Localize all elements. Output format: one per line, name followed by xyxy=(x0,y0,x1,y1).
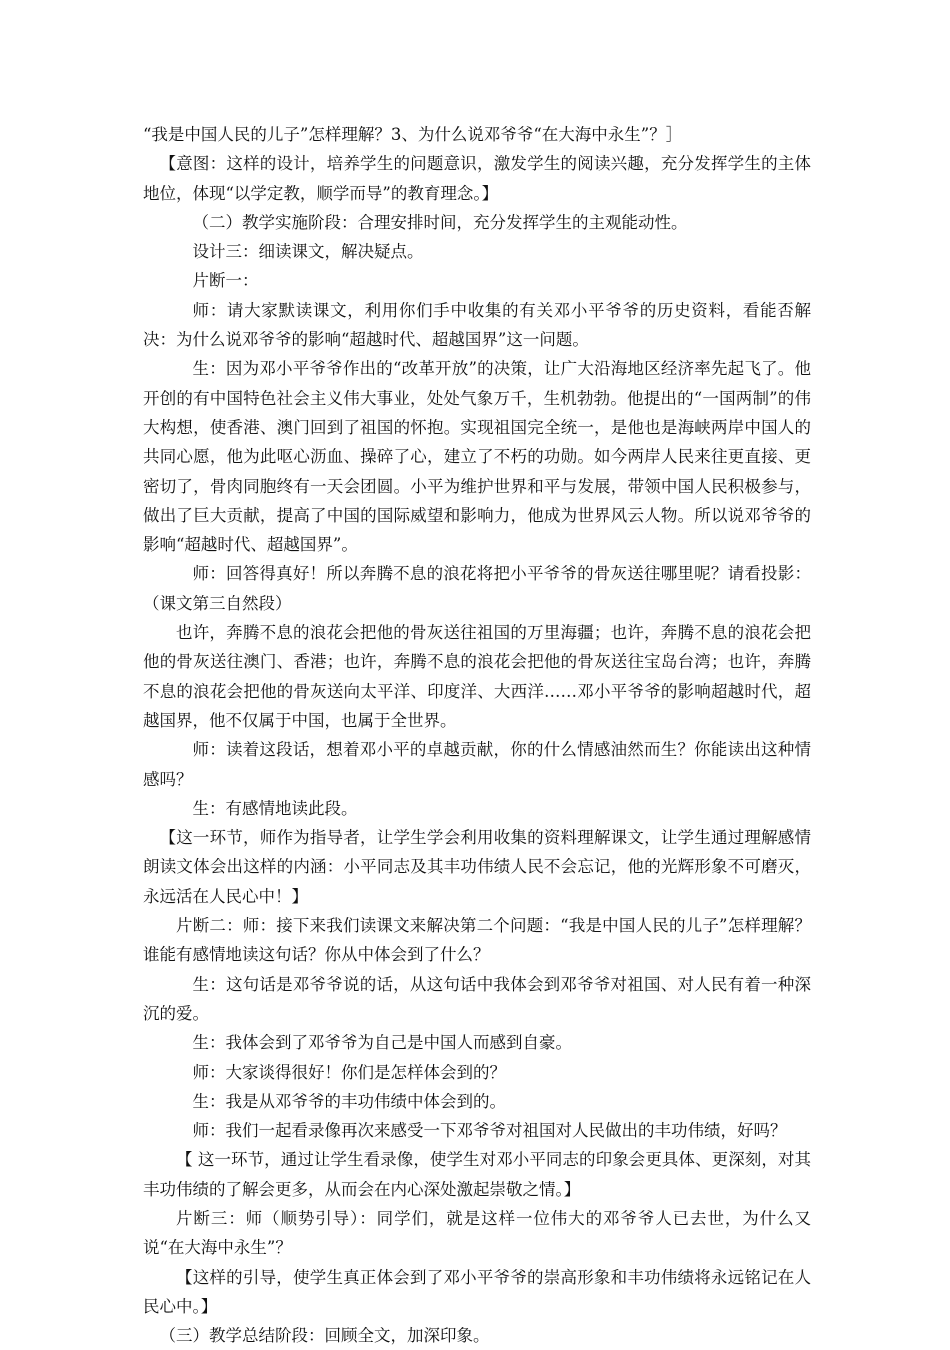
paragraph-segment-two: 片断二：师：接下来我们读课文来解决第二个问题：“我是中国人民的儿子”怎样理解？谁能有感情地读这句话？你从中体会到了什么？ xyxy=(143,916,811,965)
document-body xyxy=(143,120,811,1350)
paragraph-teacher-video: 师：我们一起看录像再次来感受一下邓爷爷对祖国对人民做出的丰功伟绩，好吗？ xyxy=(192,1121,787,1141)
paragraph-student-reading: 生：有感情地读此段。 xyxy=(192,798,358,818)
paragraph-teacher-projection: 师：回答得真好！所以奔腾不息的浪花将把小平爷爷的骨灰送往哪里呢？请看投影：（课文第三自然段） xyxy=(143,564,811,613)
paragraph-question-continuation: “我是中国人民的儿子”怎样理解？3、为什么说邓爷爷“在大海中永生”？］ xyxy=(143,125,683,144)
paragraph-teacher-how: 师：大家谈得很好！你们是怎样体会到的？ xyxy=(192,1062,506,1082)
paragraph-segment-one-note: 【这一环节，师作为指导者，让学生学会利用收集的资料理解课文，让学生通过理解感情朗读文体会出这样的内涵：小平同志及其丰功伟绩人民不会忘记，他的光辉形象不可磨灭，永远活在人民心中！】 xyxy=(143,828,811,906)
paragraph-segment-three-note: 【这样的引导，使学生真正体会到了邓小平爷爷的崇高形象和丰功伟绩将永远铭记在人民心中。】 xyxy=(143,1267,811,1316)
paragraph-student-source: 生：我是从邓爷爷的丰功伟绩中体会到的。 xyxy=(192,1091,506,1111)
paragraph-segment-two-note: 【 这一环节，通过让学生看录像，使学生对邓小平同志的印象会更具体、更深刻，对其丰功伟绩的了解会更多，从而会在内心深处激起崇敬之情。】 xyxy=(143,1150,811,1199)
paragraph-intent-note: 【意图：这样的设计，培养学生的问题意识，激发学生的阅读兴趣，充分发挥学生的主体地位，体现“以学定教，顺学而导”的教育理念。】 xyxy=(143,154,811,203)
paragraph-stage-two-heading: （二）教学实施阶段：合理安排时间，充分发挥学生的主观能动性。 xyxy=(192,212,688,232)
paragraph-teacher-feeling: 师：读着这段话，想着邓小平的卓越贡献，你的什么情感油然而生？你能读出这种情感吗？ xyxy=(143,740,811,789)
paragraph-design-three: 设计三：细读课文，解决疑点。 xyxy=(192,242,424,262)
paragraph-student-proud: 生：我体会到了邓爷爷为自己是中国人而感到自豪。 xyxy=(192,1033,572,1053)
paragraph-stage-three-heading: （三）教学总结阶段：回顾全文，加深印象。 xyxy=(159,1326,490,1346)
paragraph-teacher-prompt: 师：请大家默读课文，利用你们手中收集的有关邓小平爷爷的历史资料，看能否解决：为什么说邓爷爷的影响“超越时代、超越国界”这一问题。 xyxy=(143,300,811,350)
paragraph-student-answer: 生：因为邓小平爷爷作出的“改革开放”的决策，让广大沿海地区经济率先起飞了。他开创的有中国特色社会主义伟大事业，处处气象万千，生机勃勃。他提出的“一国两制”的伟大构想，使香港、澳门回到了祖国的怀抱。实现祖国完全统一，是他也是海峡两岸中国人的共同心愿，他为此呕心沥血、操碎了心，建立了不朽的功勋。如今两岸人民来往更直接、更密切了，骨肉同胞终有一天会团圆。小平为维护世界和平与发展，带领中国人民积极参与，做出了巨大贡献，提高了中国的国际威望和影响力，他成为世界风云人物。所以说邓爷爷的影响“超越时代、超越国界”。 xyxy=(143,359,811,555)
paragraph-segment-one-label: 片断一： xyxy=(192,271,259,291)
paragraph-text-excerpt: 也许，奔腾不息的浪花会把他的骨灰送往祖国的万里海疆；也许，奔腾不息的浪花会把他的骨灰送往澳门、香港；也许，奔腾不息的浪花会把他的骨灰送往宝岛台湾；也许，奔腾不息的浪花会把他的骨灰送向太平洋、印度洋、大西洋……邓小平爷爷的影响超越时代，超越国界，他不仅属于中国，也属于全世界。 xyxy=(143,623,811,730)
paragraph-student-deep-love: 生：这句话是邓爷爷说的话，从这句话中我体会到邓爷爷对祖国、对人民有着一种深沉的爱。 xyxy=(143,974,811,1023)
paragraph-segment-three: 片断三：师（顺势引导）：同学们，就是这样一位伟大的邓爷爷人已去世，为什么又说“在大海中永生”？ xyxy=(143,1208,811,1258)
